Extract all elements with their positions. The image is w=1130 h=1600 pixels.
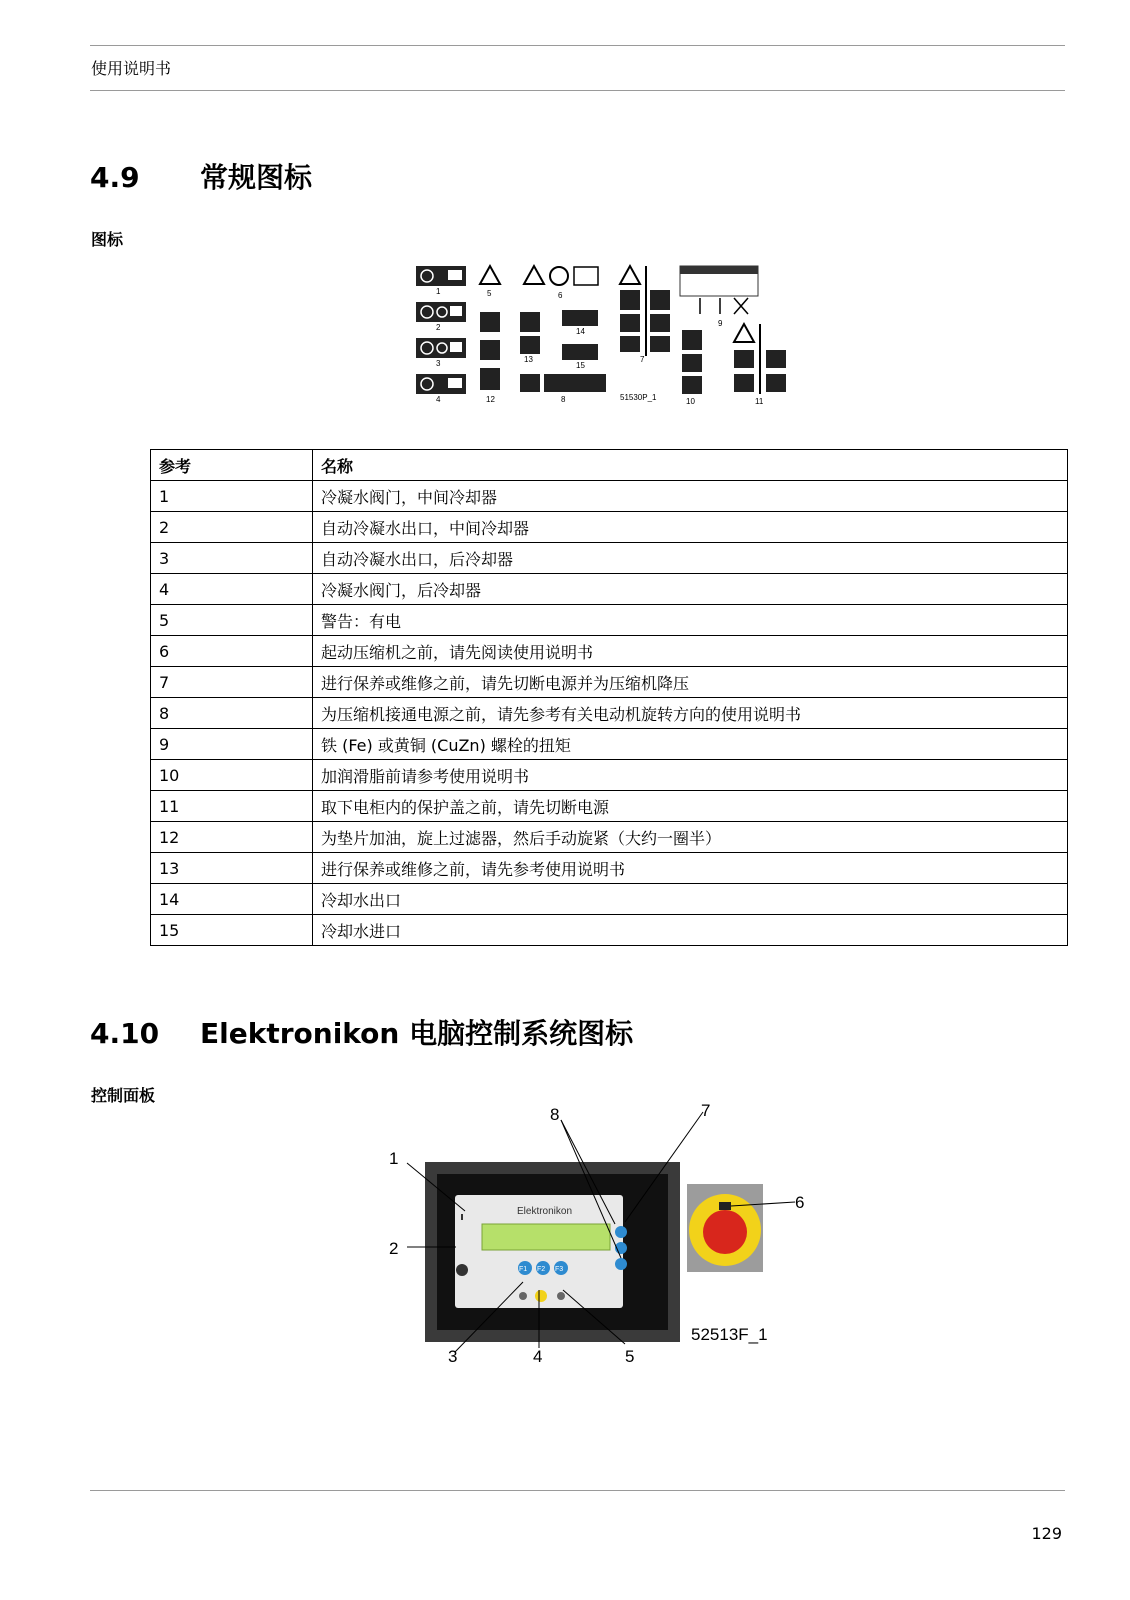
figure-code: 52513F_1 bbox=[691, 1325, 768, 1344]
icons-subheading: 图标 bbox=[91, 230, 124, 249]
table-row bbox=[151, 915, 1068, 946]
callout-8: 8 bbox=[550, 1105, 560, 1124]
section-heading-4-9 bbox=[90, 156, 312, 196]
scroll-up-key bbox=[615, 1226, 627, 1238]
table-row bbox=[151, 760, 1068, 791]
row-name: 冷凝水阀门，后冷却器 bbox=[313, 574, 1068, 605]
row-ref: 7 bbox=[151, 667, 313, 698]
emergency-stop-tag bbox=[719, 1202, 731, 1210]
row-ref: 5 bbox=[151, 605, 313, 636]
row-ref: 9 bbox=[151, 729, 313, 760]
row-name: 取下电柜内的保护盖之前，请先切断电源 bbox=[313, 791, 1068, 822]
table-row bbox=[151, 884, 1068, 915]
callout-7: 7 bbox=[701, 1101, 711, 1120]
section-heading-4-10 bbox=[90, 1012, 633, 1052]
control-panel-figure bbox=[385, 1101, 825, 1402]
section-number: 4.9 bbox=[90, 161, 140, 194]
connector-port bbox=[456, 1264, 468, 1276]
row-name: 为垫片加油，旋上过滤器，然后手动旋紧（大约一圈半） bbox=[313, 822, 1068, 853]
row-ref: 12 bbox=[151, 822, 313, 853]
table-row bbox=[151, 667, 1068, 698]
figure-label: 6 bbox=[558, 291, 563, 300]
row-ref: 8 bbox=[151, 698, 313, 729]
icon-group-9 bbox=[680, 266, 758, 328]
callout-5: 5 bbox=[625, 1347, 635, 1366]
callout-1: 1 bbox=[389, 1149, 399, 1168]
header-top-rule bbox=[90, 45, 1065, 46]
footer-rule bbox=[90, 1490, 1065, 1491]
table-row bbox=[151, 605, 1068, 636]
stop-button bbox=[519, 1292, 527, 1300]
panel-brand: Elektronikon bbox=[517, 1206, 573, 1217]
lcd-display bbox=[482, 1224, 610, 1250]
icon-group-1-4 bbox=[416, 266, 466, 404]
figure-label: 11 bbox=[755, 397, 764, 406]
row-name: 自动冷凝水出口，中间冷却器 bbox=[313, 512, 1068, 543]
callout-2: 2 bbox=[389, 1239, 399, 1258]
key-label: F2 bbox=[537, 1266, 546, 1273]
row-ref: 1 bbox=[151, 481, 313, 512]
column-header-ref: 参考 bbox=[151, 450, 313, 481]
figure-label: 13 bbox=[524, 355, 533, 364]
table-row bbox=[151, 512, 1068, 543]
key-label: F3 bbox=[555, 1266, 564, 1273]
icon-reference-table bbox=[150, 449, 1068, 946]
table-header-row bbox=[151, 450, 1068, 481]
figure-label: 7 bbox=[640, 355, 645, 364]
row-name: 冷凝水阀门，中间冷却器 bbox=[313, 481, 1068, 512]
table-row bbox=[151, 543, 1068, 574]
table-row bbox=[151, 791, 1068, 822]
section-title: 常规图标 bbox=[200, 161, 313, 194]
figure-label: 10 bbox=[686, 397, 695, 406]
row-ref: 2 bbox=[151, 512, 313, 543]
row-ref: 6 bbox=[151, 636, 313, 667]
table-row bbox=[151, 698, 1068, 729]
key-label: F1 bbox=[519, 1266, 528, 1273]
table-row bbox=[151, 822, 1068, 853]
section-number: 4.10 bbox=[90, 1017, 160, 1050]
start-button bbox=[535, 1290, 547, 1302]
table-row bbox=[151, 574, 1068, 605]
row-name: 加润滑脂前请参考使用说明书 bbox=[313, 760, 1068, 791]
callout-6: 6 bbox=[795, 1193, 805, 1212]
row-name: 为压缩机接通电源之前，请先参考有关电动机旋转方向的使用说明书 bbox=[313, 698, 1068, 729]
row-ref: 15 bbox=[151, 915, 313, 946]
scroll-down-key bbox=[615, 1258, 627, 1270]
row-name: 起动压缩机之前，请先阅读使用说明书 bbox=[313, 636, 1068, 667]
control-panel-subheading: 控制面板 bbox=[91, 1086, 156, 1105]
led-indicator bbox=[461, 1214, 463, 1220]
callout-3: 3 bbox=[448, 1347, 458, 1366]
figure-label: 15 bbox=[576, 361, 585, 370]
section-title: Elektronikon 电脑控制系统图标 bbox=[200, 1017, 634, 1050]
table-row bbox=[151, 729, 1068, 760]
header-bottom-rule bbox=[90, 90, 1065, 91]
column-header-name: 名称 bbox=[313, 450, 1068, 481]
row-ref: 11 bbox=[151, 791, 313, 822]
icon-group-11 bbox=[734, 324, 786, 406]
row-name: 冷却水出口 bbox=[313, 884, 1068, 915]
row-ref: 10 bbox=[151, 760, 313, 791]
row-name: 铁 (Fe) 或黄铜 (CuZn) 螺栓的扭矩 bbox=[313, 729, 1068, 760]
row-name: 警告：有电 bbox=[313, 605, 1068, 636]
header-title: 使用说明书 bbox=[91, 59, 172, 78]
icon-group-7 bbox=[620, 266, 670, 402]
icon-group-14-15-8 bbox=[544, 310, 606, 404]
row-ref: 14 bbox=[151, 884, 313, 915]
row-ref: 13 bbox=[151, 853, 313, 884]
row-name: 进行保养或维修之前，请先参考使用说明书 bbox=[313, 853, 1068, 884]
icon-group-5-12 bbox=[480, 266, 500, 404]
icon-group-10 bbox=[682, 330, 702, 406]
general-icons-figure bbox=[410, 262, 795, 410]
page-number: 129 bbox=[1031, 1524, 1062, 1543]
row-name: 自动冷凝水出口，后冷却器 bbox=[313, 543, 1068, 574]
reset-button bbox=[557, 1292, 565, 1300]
figure-label: 3 bbox=[436, 359, 441, 368]
figure-label: 9 bbox=[718, 319, 723, 328]
figure-label: 14 bbox=[576, 327, 585, 336]
table-row bbox=[151, 853, 1068, 884]
figure-label: 4 bbox=[436, 395, 441, 404]
figure-label: 5 bbox=[487, 289, 492, 298]
table-row bbox=[151, 481, 1068, 512]
icon-group-6-13 bbox=[520, 266, 598, 392]
emergency-stop-button bbox=[703, 1210, 747, 1254]
row-ref: 4 bbox=[151, 574, 313, 605]
table-row bbox=[151, 636, 1068, 667]
figure-label: 2 bbox=[436, 323, 441, 332]
callout-4: 4 bbox=[533, 1347, 543, 1366]
row-name: 进行保养或维修之前，请先切断电源并为压缩机降压 bbox=[313, 667, 1068, 698]
row-ref: 3 bbox=[151, 543, 313, 574]
figure-label: 12 bbox=[486, 395, 495, 404]
figure-code: 51530P_1 bbox=[620, 393, 657, 402]
figure-label: 1 bbox=[436, 287, 441, 296]
row-name: 冷却水进口 bbox=[313, 915, 1068, 946]
figure-label: 8 bbox=[561, 395, 566, 404]
